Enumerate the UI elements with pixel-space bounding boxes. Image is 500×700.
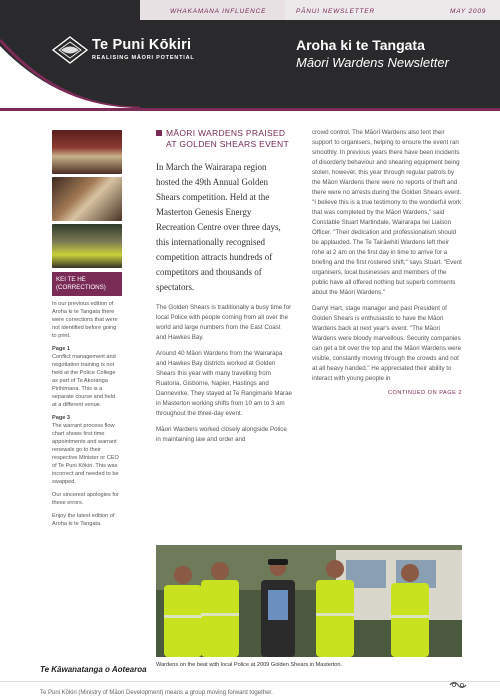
article-paragraph: Around 40 Māori Wardens from the Wairarapa and Hawkes Bay districts worked at Golden Shears this year with many travelling from Ruatoria, Gisborne, Napier, Hastings and Dannevirke. They stayed at Te Rangimarie Marae in Masterton working shifts from 10 am to 3 am throughout the three-day event. bbox=[156, 350, 292, 417]
page1-heading: Page 1 bbox=[52, 346, 71, 352]
article-paragraph: Darryl Hart, stage manager and past President of Golden Shears is enthusiastic to have the Māori Wardens back at next year's event. "The Māori Wardens were bloody marvellous. Security companies can get a bit over the top and the Māori Wardens were visible, constantly moving through the crowds and not at all heavy handed." He appreciated their ability to interact with young people in bbox=[312, 305, 462, 382]
footer-divider bbox=[0, 681, 500, 682]
te-puni-kokiri-logo-icon bbox=[52, 36, 88, 64]
footer-brand: Te Kāwanatanga o Aotearoa bbox=[40, 665, 147, 674]
enjoy-text: Enjoy the latest edition of Aroha ki te Tangata. bbox=[52, 513, 115, 527]
sidebar bbox=[52, 130, 122, 533]
article-kicker bbox=[156, 128, 292, 150]
page1-text: Conflict management and negotiation training is not held at the Police College as part of Te Akoranga Pirihimana. This is a separate course and held at a different venue. bbox=[52, 354, 116, 408]
page3-text: The warrant process flow chart shows first time appointments and warrant renewals go to their respective Minister or CEO of Te Puni Kōkiri. This was incorrect and needed to be swapped. bbox=[52, 423, 119, 485]
article-column-2 bbox=[312, 128, 462, 396]
page3-heading: Page 3 bbox=[52, 415, 71, 421]
wardens-photo-illustration bbox=[156, 545, 462, 657]
brand-tagline: REALISING MĀORI POTENTIAL bbox=[92, 55, 195, 61]
continued-link[interactable]: CONTINUED ON PAGE 2 bbox=[387, 390, 462, 396]
panui-label: PĀNUI NEWSLETTER bbox=[296, 8, 375, 15]
newsletter-subtitle: Māori Wardens Newsletter bbox=[296, 55, 449, 70]
newsletter-title: Aroha ki te Tangata bbox=[296, 37, 425, 53]
corrections-intro: In our previous edition of Aroha ki te Tangata there were corrections that were not identified before going to print. bbox=[52, 301, 118, 339]
wardens-photo bbox=[156, 545, 462, 657]
article-column-1 bbox=[156, 128, 292, 451]
photo-caption: Wardens on the beat with local Police at 2009 Golden Shears in Masterton. bbox=[156, 662, 343, 668]
article-paragraph: crowd control. The Māori Wardens also lent their support to organisers, helping to ensure the event ran smoothly. In previous years there have been incidents of disorderly behaviour and shearing equipment being stolen, however, this year through regular patrols by the Māori Wardens there were no reports of theft and there were no arrests during the Golden Shears event. "I believe this is a true testimony to the wonderful work that was completed by the Māori Wardens," said Constable Stuart Martindale, Wairarapa Iwi Liaison Officer. "Their dedication and professionalism should be applauded. The Te Tairāwhiti Wardens left their rohe at 2 am on the first day in time to arrive for a briefing and the first rostered shift," says Stuart. "Event organisers, local businesses and members of the public have all offered nothing but superb comments about the Māori Wardens." bbox=[312, 129, 462, 296]
koru-swirl-icon bbox=[448, 679, 468, 691]
thumbnail-photo bbox=[52, 177, 122, 221]
article-headline: MĀORI WARDENS PRAISED AT GOLDEN SHEARS EVENT bbox=[166, 128, 289, 149]
headline-bullet-icon bbox=[156, 130, 162, 136]
footer-note: Te Puni Kōkiri (Ministry of Māori Development) means a group moving forward together. bbox=[40, 690, 273, 696]
apology-text: Our sincerest apologies for these errors. bbox=[52, 492, 119, 506]
thumbnail-photo bbox=[52, 224, 122, 268]
section-label: WHAKAMANA INFLUENCE bbox=[170, 8, 267, 15]
article-lead: In March the Wairarapa region hosted the 49th Annual Golden Shears competition. Held at the Masterton Genesis Energy Recreation Centre over three days, this internationally recognised competition attracts hundreds of competitors and thousands of spectators. bbox=[156, 162, 281, 292]
brand-name: Te Puni Kōkiri bbox=[92, 37, 192, 53]
corrections-text bbox=[52, 300, 120, 528]
thumbnail-photo bbox=[52, 130, 122, 174]
corrections-box-title: KEI TE HE (CORRECTIONS) bbox=[52, 272, 122, 296]
issue-date: MAY 2009 bbox=[450, 8, 487, 15]
article-paragraph: Māori Wardens worked closely alongside Police in maintaining law and order and bbox=[156, 426, 287, 443]
article-paragraph: The Golden Shears is traditionally a busy time for local Police with people coming from all over the world and large numbers from the East Coast and Hawkes Bay. bbox=[156, 304, 292, 341]
